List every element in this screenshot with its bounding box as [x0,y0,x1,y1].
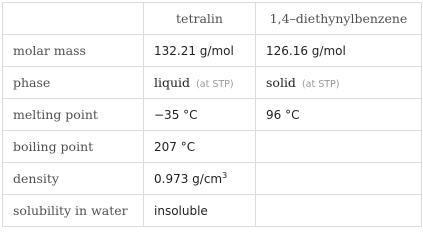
cell-value: 207 °C [144,131,256,163]
table-row [3,163,422,195]
column-header-tetralin: tetralin [144,3,256,35]
row-label: molar mass [3,35,144,67]
row-label: melting point [3,99,144,131]
cell-value [256,67,422,99]
header-row [3,3,422,35]
phase-value: liquid [154,75,191,90]
table-row [3,195,422,227]
table-row [3,131,422,163]
density-value: 0.973 g/cm [154,171,223,186]
cell-value: 126.16 g/mol [256,35,422,67]
table-row [3,99,422,131]
cell-value [256,195,422,227]
stp-note: (at STP) [196,79,234,90]
table-row [3,67,422,99]
header-empty-cell [3,3,144,35]
cell-value: insoluble [144,195,256,227]
cell-value: 132.21 g/mol [144,35,256,67]
cell-value [256,163,422,195]
cell-value [144,67,256,99]
row-label: density [3,163,144,195]
cell-value: −35 °C [144,99,256,131]
cell-value [144,163,256,195]
table-row [3,35,422,67]
row-label: boiling point [3,131,144,163]
density-exponent: 3 [222,170,228,180]
stp-note: (at STP) [301,79,340,90]
cell-value [256,131,422,163]
column-header-diethynylbenzene: 1,4–diethynylbenzene [256,3,422,35]
row-label: solubility in water [3,195,144,227]
phase-value: solid [266,75,296,90]
row-label: phase [3,67,144,99]
comparison-table [2,2,422,227]
cell-value: 96 °C [256,99,422,131]
